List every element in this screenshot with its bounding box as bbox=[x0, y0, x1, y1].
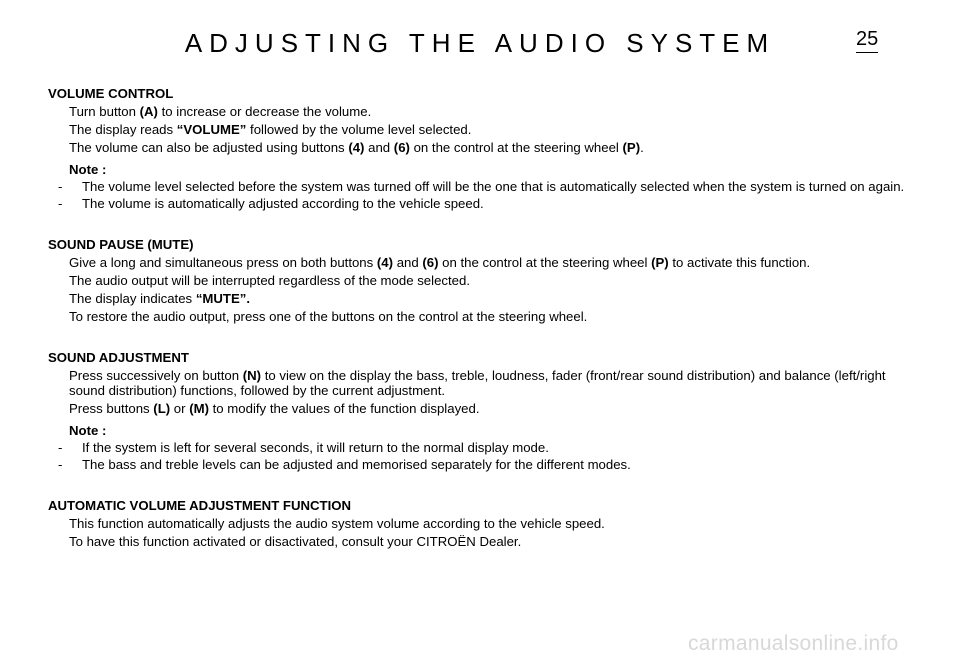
paragraph bbox=[69, 140, 918, 155]
dash-icon: - bbox=[58, 457, 63, 472]
text-run: The audio output will be interrupted regardless of the mode selected. bbox=[69, 273, 470, 288]
paragraph bbox=[69, 104, 918, 119]
paragraph bbox=[69, 309, 918, 324]
dash-icon: - bbox=[58, 440, 63, 455]
dash-icon: - bbox=[58, 196, 63, 211]
bullet-text: If the system is left for several seconds, it will return to the normal display mode. bbox=[82, 440, 549, 455]
watermark-text: carmanualsonline.info bbox=[688, 632, 899, 655]
paragraph bbox=[69, 368, 918, 398]
bullet-text: The bass and treble levels can be adjusted and memorised separately for the different modes. bbox=[82, 457, 631, 472]
note-bullet bbox=[58, 457, 918, 472]
text-run: on the control at the steering wheel bbox=[409, 140, 623, 155]
paragraph bbox=[69, 516, 918, 531]
note-bullet bbox=[58, 440, 918, 455]
text-run: . bbox=[640, 140, 644, 155]
bold-text: (4) bbox=[376, 255, 394, 270]
text-run: Turn button bbox=[69, 104, 140, 119]
paragraph bbox=[69, 273, 918, 288]
text-run: to activate this function. bbox=[668, 255, 811, 270]
text-run: to modify the values of the function displayed. bbox=[208, 401, 480, 416]
section-heading: AUTOMATIC VOLUME ADJUSTMENT FUNCTION bbox=[48, 498, 352, 513]
text-run: To restore the audio output, press one of the buttons on the control at the steering wheel. bbox=[69, 309, 588, 324]
bold-text: “MUTE”. bbox=[195, 291, 251, 306]
text-run: on the control at the steering wheel bbox=[438, 255, 652, 270]
note-bullet bbox=[58, 179, 918, 194]
page-header bbox=[0, 28, 960, 68]
text-run: The display indicates bbox=[69, 291, 196, 306]
manual-content bbox=[48, 86, 918, 575]
bold-text: (L) bbox=[153, 401, 171, 416]
bold-text: (P) bbox=[651, 255, 669, 270]
text-run: to increase or decrease the volume. bbox=[157, 104, 372, 119]
bold-text: “VOLUME” bbox=[176, 122, 247, 137]
section-0 bbox=[48, 86, 918, 211]
text-run: and bbox=[393, 255, 423, 270]
paragraph bbox=[69, 122, 918, 137]
text-run: Give a long and simultaneous press on both buttons bbox=[69, 255, 377, 270]
dash-icon: - bbox=[58, 179, 63, 194]
section-3 bbox=[48, 498, 918, 549]
text-run: Press buttons bbox=[69, 401, 154, 416]
note-label: Note : bbox=[69, 162, 107, 177]
text-run: The display reads bbox=[69, 122, 177, 137]
paragraph bbox=[69, 534, 918, 549]
paragraph bbox=[69, 291, 918, 306]
bullet-text: The volume is automatically adjusted according to the vehicle speed. bbox=[82, 196, 484, 211]
section-heading: VOLUME CONTROL bbox=[48, 86, 174, 101]
bold-text: (A) bbox=[139, 104, 158, 119]
text-run: The volume can also be adjusted using buttons bbox=[69, 140, 349, 155]
bold-text: (P) bbox=[622, 140, 641, 155]
text-run: To have this function activated or disactivated, consult your CITROËN Dealer. bbox=[69, 534, 522, 549]
page-number: 25 bbox=[856, 28, 878, 53]
text-run: Press successively on button bbox=[69, 368, 243, 383]
paragraph bbox=[69, 255, 918, 270]
text-run: to view on the display the bass, treble, loudness, fader (front/rear sound distribution) and balance (left/right sound distribution) functions, followed by the current adjustment. bbox=[69, 368, 886, 398]
bold-text: (6) bbox=[393, 140, 410, 155]
paragraph bbox=[69, 401, 918, 416]
text-run: and bbox=[364, 140, 394, 155]
page-title: ADJUSTING THE AUDIO SYSTEM bbox=[184, 28, 776, 58]
bold-text: (4) bbox=[348, 140, 365, 155]
section-1 bbox=[48, 237, 918, 324]
text-run: or bbox=[170, 401, 190, 416]
bold-text: (N) bbox=[242, 368, 262, 383]
section-2 bbox=[48, 350, 918, 472]
note-label: Note : bbox=[69, 423, 107, 438]
note-bullet bbox=[58, 196, 918, 211]
bullet-text: The volume level selected before the system was turned off will be the one that is automatically selected when the system is turned on again. bbox=[82, 179, 905, 194]
bold-text: (M) bbox=[189, 401, 209, 416]
bold-text: (6) bbox=[422, 255, 439, 270]
section-heading: SOUND PAUSE (MUTE) bbox=[48, 237, 194, 252]
text-run: This function automatically adjusts the audio system volume according to the vehicle speed. bbox=[69, 516, 605, 531]
text-run: followed by the volume level selected. bbox=[246, 122, 472, 137]
section-heading: SOUND ADJUSTMENT bbox=[48, 350, 189, 365]
